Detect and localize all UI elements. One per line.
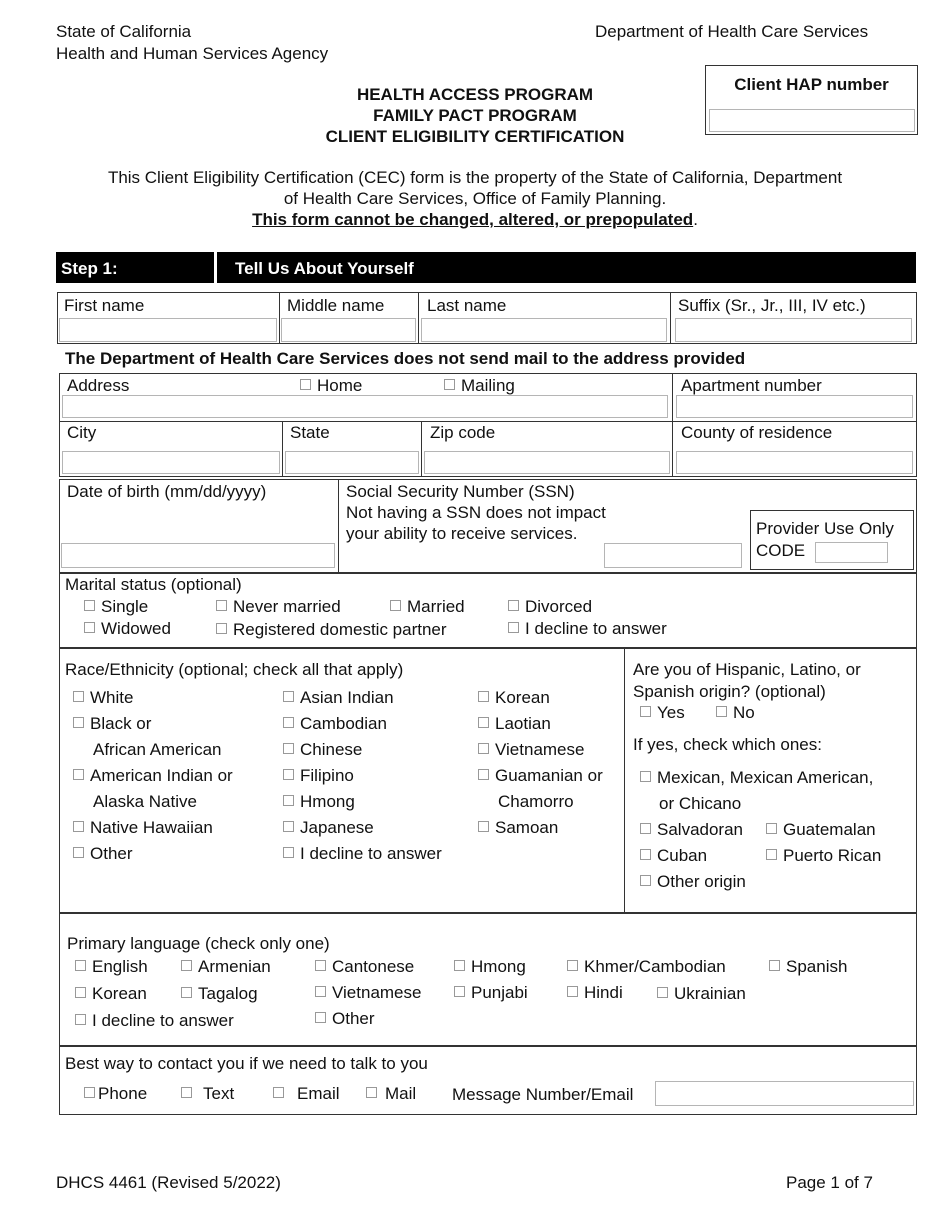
checkbox-icon xyxy=(478,691,489,702)
dob-input[interactable] xyxy=(61,543,335,568)
mailing-checkbox[interactable]: Mailing xyxy=(444,376,515,396)
zip-input[interactable] xyxy=(424,451,670,474)
checkbox-icon xyxy=(283,795,294,806)
hispanic-salvadoran[interactable]: Salvadoran xyxy=(640,820,743,840)
suffix-input[interactable] xyxy=(675,318,912,342)
race-american-indian[interactable]: American Indian or xyxy=(73,766,233,786)
checkbox-icon xyxy=(640,823,651,834)
checkbox-icon xyxy=(390,600,401,611)
lang-korean[interactable]: Korean xyxy=(75,984,147,1004)
checkbox-icon xyxy=(181,987,192,998)
dob-label: Date of birth (mm/dd/yyyy) xyxy=(67,482,267,501)
intro-line-2: of Health Care Services, Office of Family Planning. xyxy=(283,189,667,208)
marital-never-married[interactable]: Never married xyxy=(216,597,341,617)
checkbox-icon xyxy=(73,769,84,780)
code-label: CODE xyxy=(756,541,806,560)
race-chinese[interactable]: Chinese xyxy=(283,740,362,760)
hispanic-no[interactable]: No xyxy=(716,703,755,723)
race-korean[interactable]: Korean xyxy=(478,688,550,708)
ssn-input[interactable] xyxy=(604,543,742,568)
checkbox-icon xyxy=(84,622,95,633)
county-label: County of residence xyxy=(681,423,833,442)
checkbox-icon xyxy=(73,847,84,858)
form-title-1: HEALTH ACCESS PROGRAM xyxy=(356,85,594,104)
lang-armenian[interactable]: Armenian xyxy=(181,957,271,977)
checkbox-icon xyxy=(283,717,294,728)
checkbox-icon xyxy=(508,600,519,611)
apartment-label: Apartment number xyxy=(681,376,822,395)
checkbox-icon xyxy=(73,821,84,832)
middle-name-label: Middle name xyxy=(287,296,385,315)
middle-name-input[interactable] xyxy=(281,318,416,342)
checkbox-icon xyxy=(300,379,311,390)
checkbox-icon xyxy=(181,960,192,971)
form-title-3: CLIENT ELIGIBILITY CERTIFICATION xyxy=(325,127,625,146)
step-1-label: Step 1: xyxy=(61,259,118,278)
intro-warning xyxy=(20,209,930,230)
message-label: Message Number/Email xyxy=(452,1085,634,1104)
race-samoan[interactable]: Samoan xyxy=(478,818,558,838)
last-name-input[interactable] xyxy=(421,318,667,342)
hispanic-if-yes: If yes, check which ones: xyxy=(633,735,822,754)
hispanic-puerto-rican[interactable]: Puerto Rican xyxy=(766,846,881,866)
race-decline[interactable]: I decline to answer xyxy=(283,844,442,864)
first-name-label: First name xyxy=(64,296,145,315)
checkbox-icon xyxy=(315,960,326,971)
lang-decline[interactable]: I decline to answer xyxy=(75,1011,234,1031)
race-other[interactable]: Other xyxy=(73,844,133,864)
checkbox-icon xyxy=(640,875,651,886)
race-japanese[interactable]: Japanese xyxy=(283,818,374,838)
contact-text[interactable]: Text xyxy=(181,1084,234,1104)
marital-divorced[interactable]: Divorced xyxy=(508,597,592,617)
contact-email[interactable]: Email xyxy=(273,1084,340,1104)
hispanic-question-2: Spanish origin? (optional) xyxy=(633,682,826,701)
lang-other[interactable]: Other xyxy=(315,1009,375,1029)
code-input[interactable] xyxy=(815,542,888,563)
lang-english[interactable]: English xyxy=(75,957,148,977)
marital-domestic-partner[interactable]: Registered domestic partner xyxy=(216,620,447,640)
checkbox-icon xyxy=(315,1012,326,1023)
county-input[interactable] xyxy=(676,451,913,474)
lang-punjabi[interactable]: Punjabi xyxy=(454,983,528,1003)
department-name: Department of Health Care Services xyxy=(595,22,869,41)
marital-widowed[interactable]: Widowed xyxy=(84,619,171,639)
checkbox-icon xyxy=(766,823,777,834)
marital-married[interactable]: Married xyxy=(390,597,465,617)
suffix-label: Suffix (Sr., Jr., III, IV etc.) xyxy=(678,296,866,315)
checkbox-icon xyxy=(640,706,651,717)
lang-ukrainian[interactable]: Ukrainian xyxy=(657,984,746,1004)
contact-mail[interactable]: Mail xyxy=(366,1084,416,1104)
hispanic-mexican[interactable]: Mexican, Mexican American, xyxy=(640,768,873,788)
provider-use-label: Provider Use Only xyxy=(756,519,894,538)
lang-hmong[interactable]: Hmong xyxy=(454,957,526,977)
checkbox-icon xyxy=(273,1087,284,1098)
lang-tagalog[interactable]: Tagalog xyxy=(181,984,258,1004)
checkbox-icon xyxy=(444,379,455,390)
checkbox-icon xyxy=(315,986,326,997)
checkbox-icon xyxy=(283,769,294,780)
checkbox-icon xyxy=(366,1087,377,1098)
step-1-title-bar xyxy=(217,252,916,283)
message-input[interactable] xyxy=(655,1081,914,1106)
lang-khmer[interactable]: Khmer/Cambodian xyxy=(567,957,726,977)
form-title-2: FAMILY PACT PROGRAM xyxy=(373,106,577,125)
city-input[interactable] xyxy=(62,451,280,474)
race-american-indian-cont: Alaska Native xyxy=(93,792,197,811)
lang-spanish[interactable]: Spanish xyxy=(769,957,847,977)
marital-status-label: Marital status (optional) xyxy=(65,575,242,594)
checkbox-icon xyxy=(75,987,86,998)
mail-notice: The Department of Health Care Services does not send mail to the address provided xyxy=(65,349,746,368)
race-vietnamese[interactable]: Vietnamese xyxy=(478,740,584,760)
checkbox-icon xyxy=(216,600,227,611)
checkbox-icon xyxy=(478,821,489,832)
race-cambodian[interactable]: Cambodian xyxy=(283,714,387,734)
contact-phone[interactable]: Phone xyxy=(84,1084,147,1104)
checkbox-icon xyxy=(75,960,86,971)
hispanic-cuban[interactable]: Cuban xyxy=(640,846,707,866)
ssn-label: Social Security Number (SSN) xyxy=(346,482,575,501)
race-black-cont: African American xyxy=(93,740,222,759)
checkbox-icon xyxy=(766,849,777,860)
state-name: State of California xyxy=(56,22,192,41)
checkbox-icon xyxy=(567,960,578,971)
checkbox-icon xyxy=(283,847,294,858)
warning-period: . xyxy=(693,210,698,229)
checkbox-icon xyxy=(73,717,84,728)
ssn-note-1: Not having a SSN does not impact xyxy=(346,503,606,522)
hispanic-mexican-cont: or Chicano xyxy=(659,794,742,813)
language-label: Primary language (check only one) xyxy=(67,934,330,953)
checkbox-icon xyxy=(657,987,668,998)
checkbox-icon xyxy=(478,717,489,728)
checkbox-icon xyxy=(283,743,294,754)
checkbox-icon xyxy=(478,769,489,780)
zip-label: Zip code xyxy=(430,423,496,442)
address-input[interactable] xyxy=(62,395,668,418)
hispanic-question-1: Are you of Hispanic, Latino, or xyxy=(633,660,861,679)
step-1-title: Tell Us About Yourself xyxy=(235,259,414,278)
checkbox-icon xyxy=(769,960,780,971)
checkbox-icon xyxy=(181,1087,192,1098)
checkbox-icon xyxy=(640,771,651,782)
step-1-label-bar xyxy=(56,252,214,283)
race-hmong[interactable]: Hmong xyxy=(283,792,355,812)
first-name-input[interactable] xyxy=(59,318,277,342)
hispanic-guatemalan[interactable]: Guatemalan xyxy=(766,820,876,840)
checkbox-icon xyxy=(567,986,578,997)
checkbox-icon xyxy=(283,691,294,702)
agency-name: Health and Human Services Agency xyxy=(56,44,329,63)
race-guamanian-cont: Chamorro xyxy=(498,792,574,811)
intro-line-1: This Client Eligibility Certification (CEC) form is the property of the State of California, Department xyxy=(107,168,843,187)
form-number: DHCS 4461 (Revised 5/2022) xyxy=(56,1173,281,1192)
ssn-note-2: your ability to receive services. xyxy=(346,524,578,543)
race-laotian[interactable]: Laotian xyxy=(478,714,551,734)
race-guamanian[interactable]: Guamanian or xyxy=(478,766,603,786)
race-native-hawaiian[interactable]: Native Hawaiian xyxy=(73,818,213,838)
hap-number-label: Client HAP number xyxy=(734,75,889,94)
race-asian-indian[interactable]: Asian Indian xyxy=(283,688,394,708)
checkbox-icon xyxy=(75,1014,86,1025)
lang-hindi[interactable]: Hindi xyxy=(567,983,623,1003)
marital-single[interactable]: Single xyxy=(84,597,148,617)
warning-text: This form cannot be changed, altered, or prepopulated xyxy=(252,210,694,229)
state-label: State xyxy=(290,423,330,442)
last-name-label: Last name xyxy=(427,296,507,315)
hispanic-other[interactable]: Other origin xyxy=(640,872,746,892)
marital-decline[interactable]: I decline to answer xyxy=(508,619,667,639)
race-filipino[interactable]: Filipino xyxy=(283,766,354,786)
checkbox-icon xyxy=(454,960,465,971)
city-label: City xyxy=(67,423,97,442)
checkbox-icon xyxy=(454,986,465,997)
contact-label: Best way to contact you if we need to talk to you xyxy=(65,1054,428,1073)
address-label: Address xyxy=(67,376,130,395)
home-checkbox[interactable]: Home xyxy=(300,376,362,396)
checkbox-icon xyxy=(508,622,519,633)
checkbox-icon xyxy=(84,600,95,611)
hap-number-input[interactable] xyxy=(709,109,915,132)
checkbox-icon xyxy=(640,849,651,860)
checkbox-icon xyxy=(84,1087,95,1098)
apartment-input[interactable] xyxy=(676,395,913,418)
lang-cantonese[interactable]: Cantonese xyxy=(315,957,414,977)
checkbox-icon xyxy=(283,821,294,832)
state-input[interactable] xyxy=(285,451,419,474)
page-number: Page 1 of 7 xyxy=(786,1173,873,1192)
race-label: Race/Ethnicity (optional; check all that apply) xyxy=(65,660,404,679)
checkbox-icon xyxy=(216,623,227,634)
checkbox-icon xyxy=(73,691,84,702)
checkbox-icon xyxy=(716,706,727,717)
race-black[interactable]: Black or xyxy=(73,714,151,734)
race-white[interactable]: White xyxy=(73,688,133,708)
hispanic-yes[interactable]: Yes xyxy=(640,703,685,723)
lang-vietnamese[interactable]: Vietnamese xyxy=(315,983,421,1003)
checkbox-icon xyxy=(478,743,489,754)
